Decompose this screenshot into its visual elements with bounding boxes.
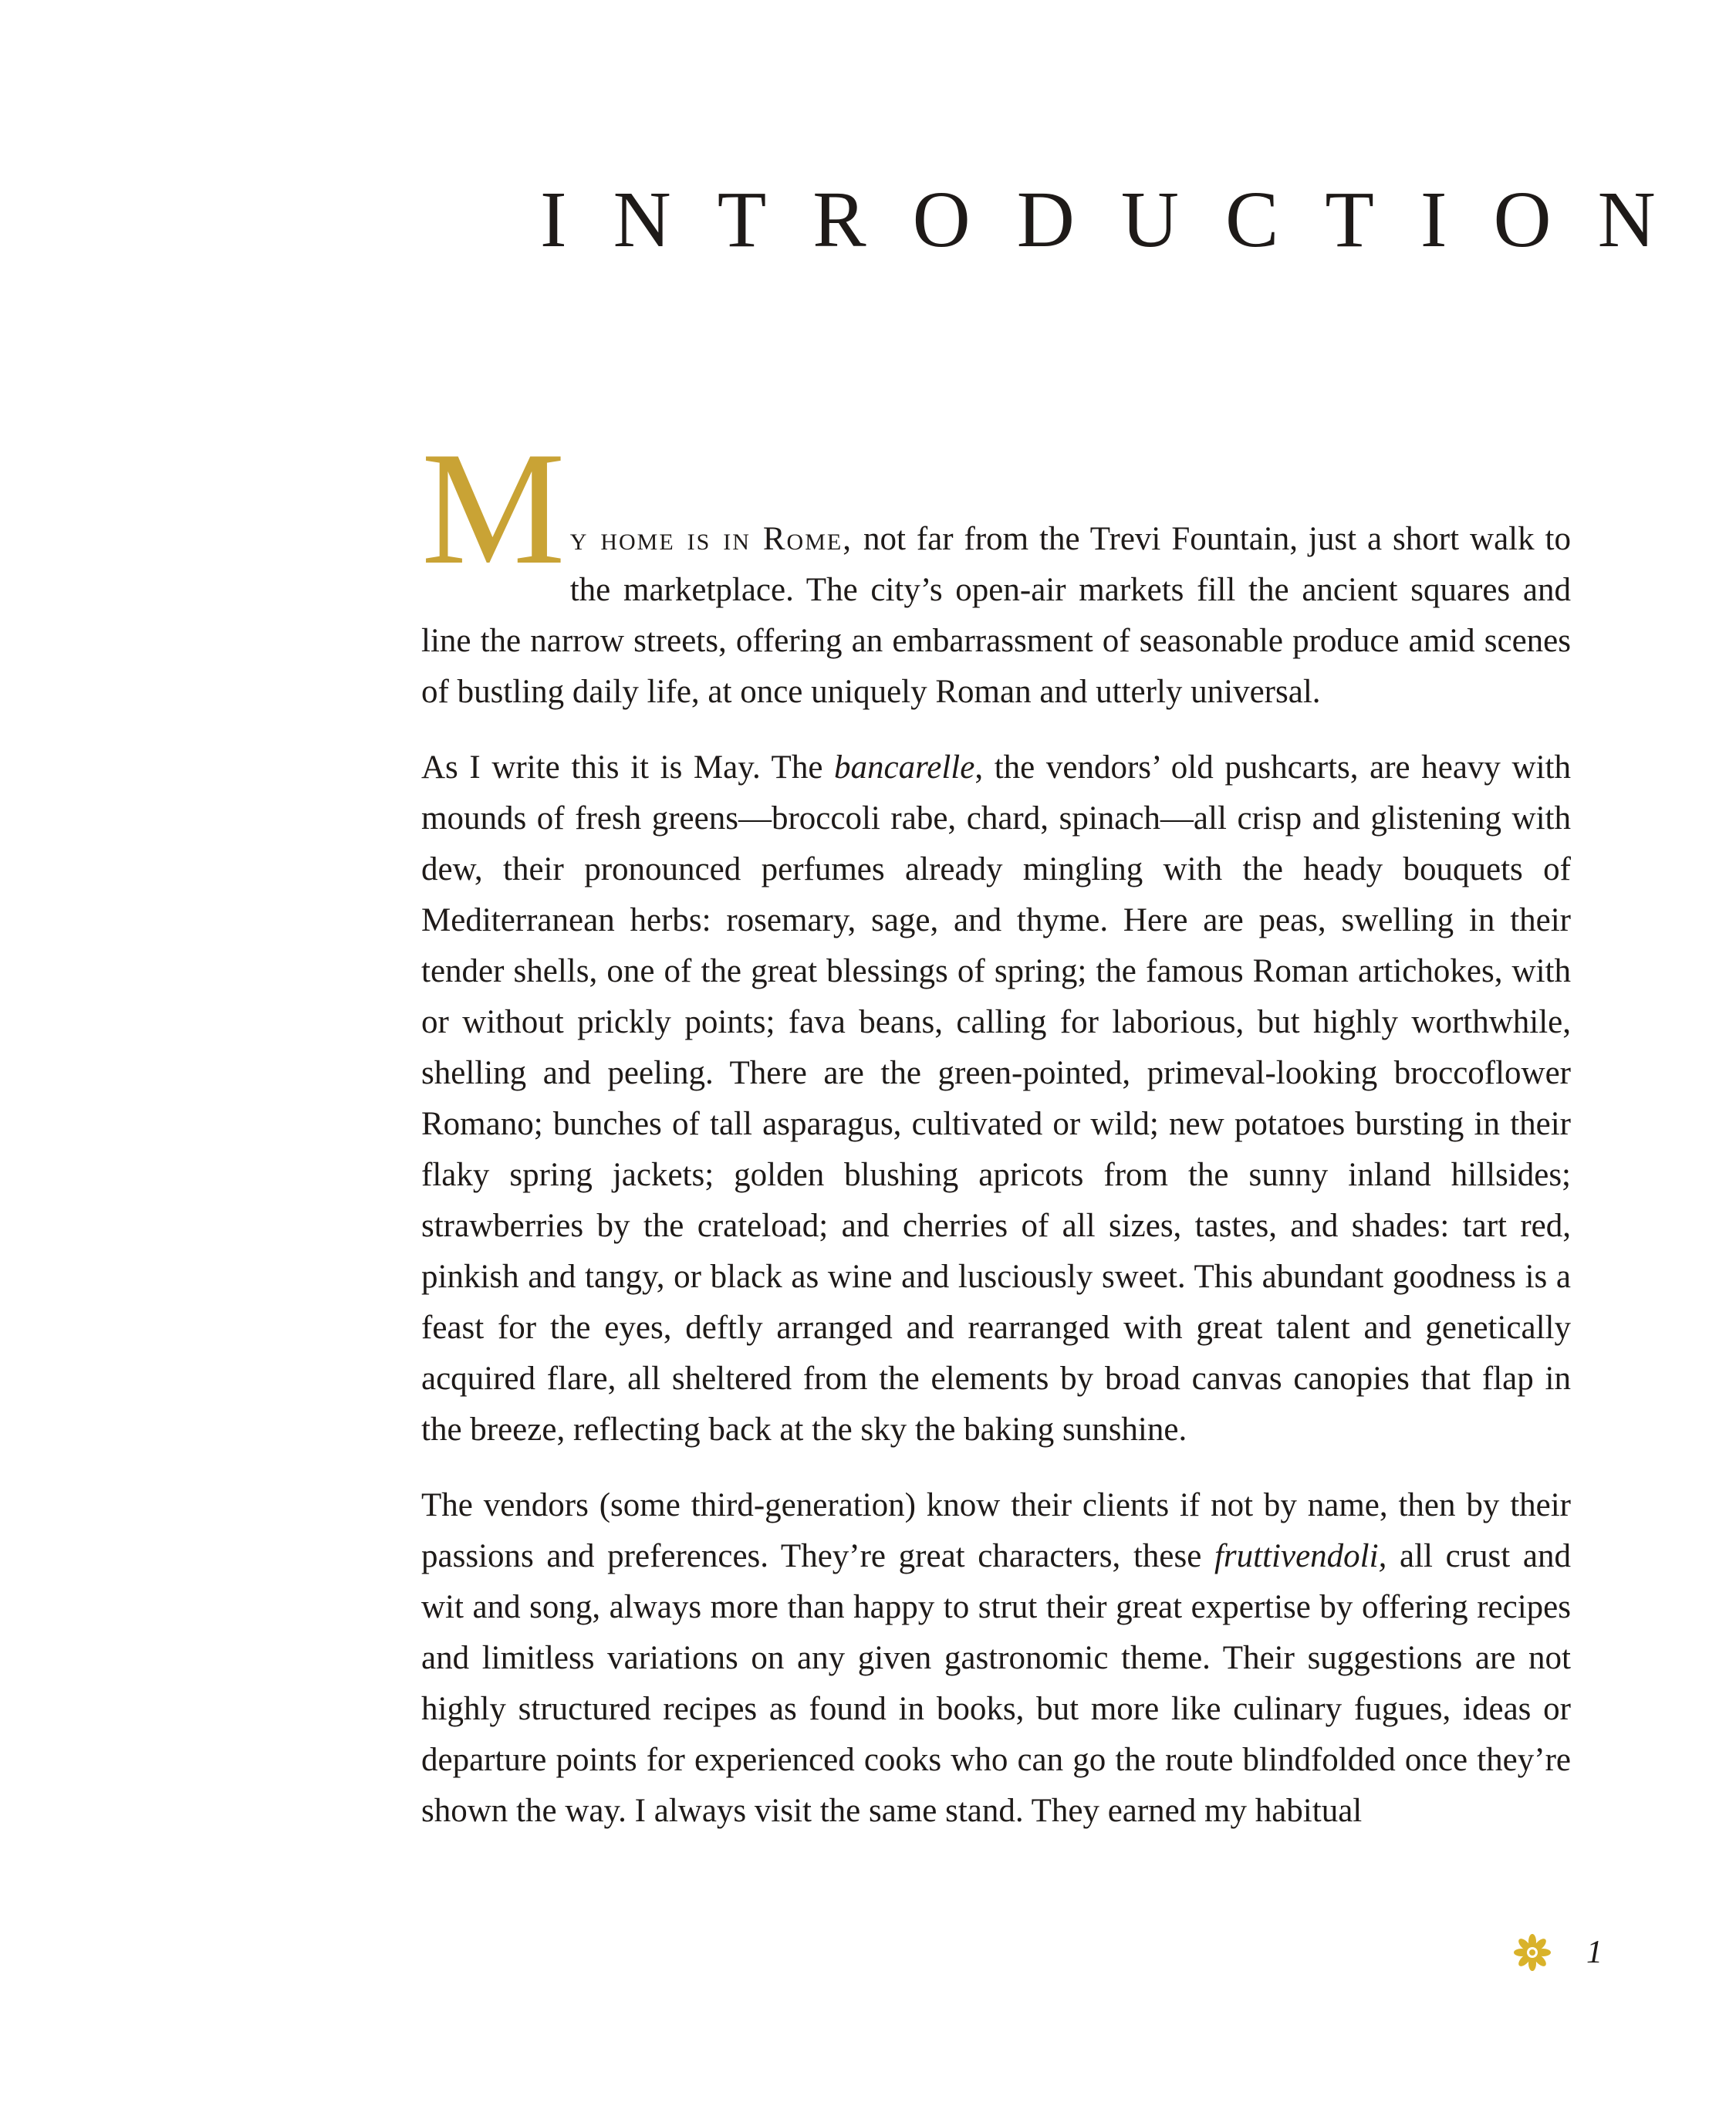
paragraph-2-italic-term: bancarelle bbox=[834, 749, 975, 786]
paragraph-2-text-before: As I write this it is May. The bbox=[421, 749, 835, 786]
paragraph-1-text: not far from the Trevi Fountain, just a short walk to the marketplace. The city’s open-air markets fill the ancient squares and line the narrow streets, offering an embarrassment of seasonable produce amid scenes of bustling daily life, at once uniquely Roman and utterly universal. bbox=[421, 521, 1571, 710]
paragraph-3-text-before: The vendors (some third-generation) know their clients if not by name, then by their passions and preferences. They’re great characters, these bbox=[421, 1487, 1571, 1574]
first-line bbox=[421, 419, 1571, 718]
page-number: 1 bbox=[1586, 1935, 1603, 1970]
paragraph-3 bbox=[421, 1480, 1571, 1837]
paragraph-3-text-after: all crust and wit and song, always more than happy to strut their great expertise by offering recipes and limitless variations on any given gastronomic theme. Their suggestions are not highly structured recipes as found in books, but more like culinary fugues, ideas or departure points for experienced cooks who can go the route blindfolded once they’re shown the way. I always visit the same stand. They earned my habitual bbox=[421, 1538, 1571, 1829]
flower-ornament-icon bbox=[1512, 1932, 1552, 1973]
lead-in-small-caps: y home is in Rome, bbox=[569, 521, 853, 557]
paragraph-3-italic-term: fruttivendoli, bbox=[1214, 1538, 1387, 1574]
drop-cap: M bbox=[421, 419, 566, 598]
body-text bbox=[421, 419, 1571, 1837]
chapter-title: INTRODUCTION bbox=[540, 175, 1702, 264]
paragraph-2 bbox=[421, 742, 1571, 1455]
paragraph-1 bbox=[421, 419, 1571, 718]
page-footer bbox=[1512, 1929, 1605, 1976]
paragraph-2-text-after: , the vendors’ old pushcarts, are heavy with mounds of fresh greens—broccoli rabe, chard, spinach—all crisp and glistening with dew, their pronounced perfumes already mingling with the heady bouquets of Mediterranean herbs: rosemary, sage, and thyme. Here are peas, swelling in their tender shells, one of the great blessings of spring; the famous Roman artichokes, with or without prickly points; fava beans, calling for laborious, but highly worthwhile, shelling and peeling. There are the green-pointed, primeval-looking broccoflower Romano; bunches of tall asparagus, cultivated or wild; new potatoes bursting in their flaky spring jackets; golden blushing apricots from the sunny inland hillsides; strawberries by the crateload; and cherries of all sizes, tastes, and shades: tart red, pinkish and tangy, or black as wine and lusciously sweet. This abundant goodness is a feast for the eyes, deftly arranged and rearranged with great talent and genetically acquired flare, all sheltered from the elements by broad canvas canopies that flap in the breeze, reflecting back at the sky the baking sunshine. bbox=[421, 749, 1571, 1448]
